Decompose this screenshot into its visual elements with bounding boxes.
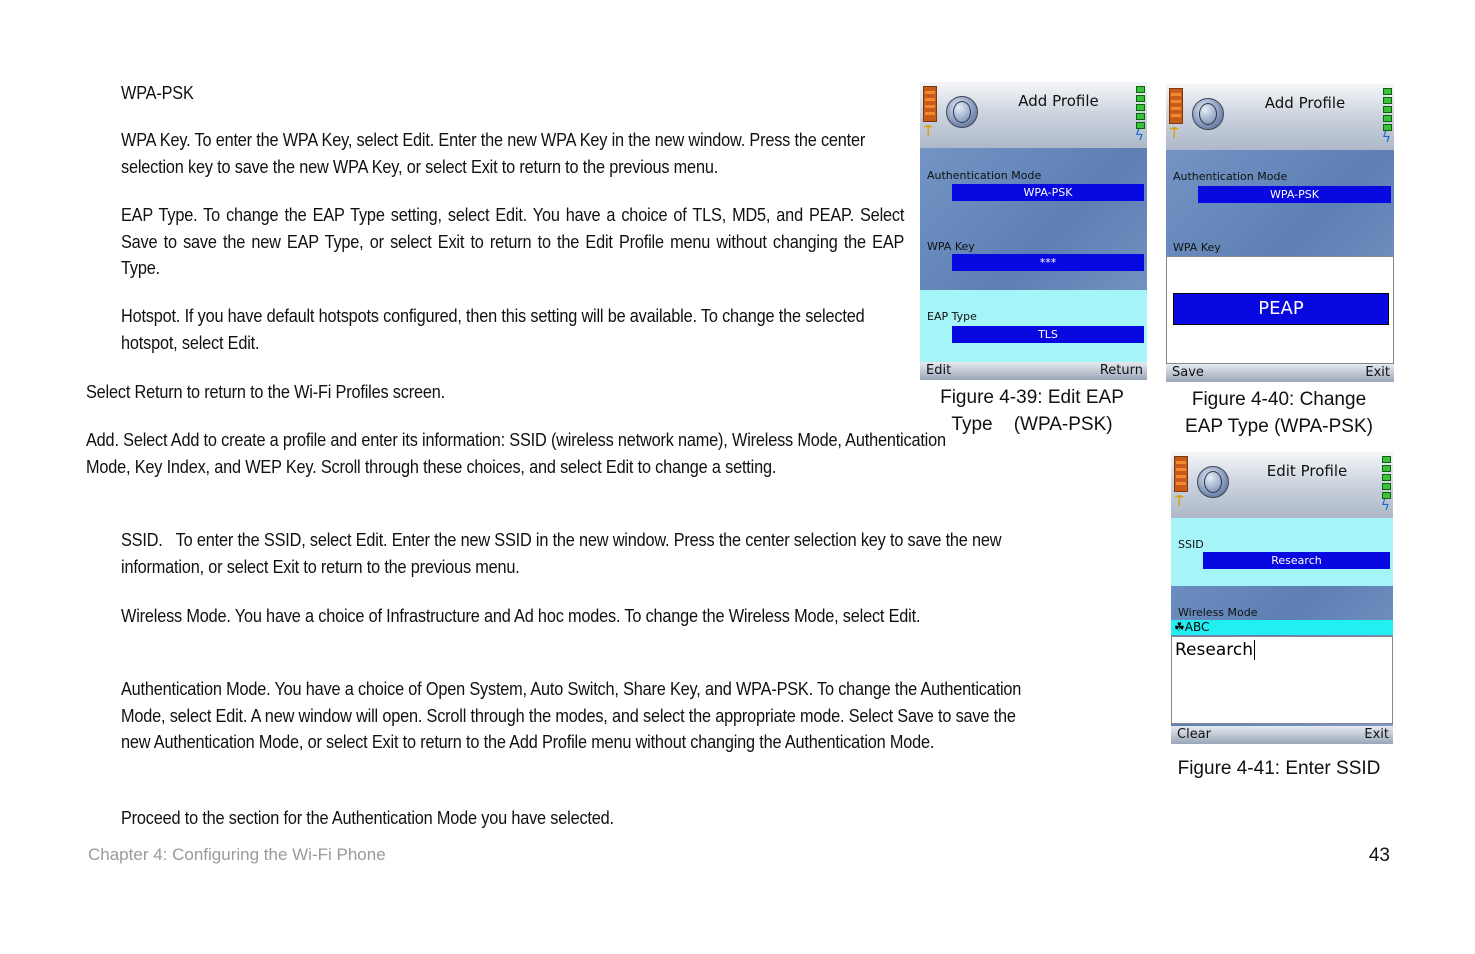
globe-icon xyxy=(1197,466,1229,498)
peap-option[interactable]: PEAP xyxy=(1173,293,1389,325)
figure-4-39-caption xyxy=(920,384,1144,438)
proceed-paragraph: Proceed to the section for the Authentication Mode you have selected. xyxy=(121,807,614,828)
caption-line-1: Figure 4-40: Change xyxy=(1191,389,1367,410)
select-return-paragraph: Select Return to return to the Wi-Fi Profiles screen. xyxy=(86,381,445,402)
chapter-footer: Chapter 4: Configuring the Wi-Fi Phone xyxy=(88,845,386,864)
antenna-icon: ⍑ xyxy=(1170,126,1179,142)
eap-type-paragraph: EAP Type. To change the EAP Type setting, select Edit. You have a choice of TLS, MD5, and PEAP. Select Save to save the new EAP Type, or select Exit to return to the Edit Profile menu without changing the EAP Type. xyxy=(121,204,905,278)
antenna-icon: ⍑ xyxy=(1175,494,1184,510)
save-softkey[interactable]: Save xyxy=(1172,365,1204,380)
wireless-mode-label: Wireless Mode xyxy=(1178,606,1258,619)
ssid-paragraph: SSID. To enter the SSID, select Edit. Enter the new SSID in the new window. Press the center selection key to save the new information, or select Exit to return to the previous menu. xyxy=(121,529,1002,577)
caption-line-1: Figure 4-39: Edit EAP xyxy=(940,387,1124,408)
return-softkey[interactable]: Return xyxy=(1099,363,1143,378)
auth-mode-label: Authentication Mode xyxy=(927,169,1042,182)
eap-options-list[interactable] xyxy=(1166,256,1394,364)
wpa-key-value[interactable]: *** xyxy=(952,254,1144,271)
antenna-icon: ⍑ xyxy=(924,124,933,140)
battery-icon xyxy=(923,86,937,122)
battery-icon xyxy=(1174,456,1188,492)
ssid-entry-box[interactable] xyxy=(1171,636,1393,724)
phone-header xyxy=(1166,84,1394,150)
add-paragraph: Add. Select Add to create a profile and enter its information: SSID (wireless network name), Wireless Mode, Authentication Mode, Key Index, and WEP Key. Scroll through these choices, and select Edit to change a setting. xyxy=(86,429,946,477)
clear-softkey[interactable]: Clear xyxy=(1177,727,1211,742)
ssid-label: SSID xyxy=(1178,538,1204,551)
page-number: 43 xyxy=(1368,845,1390,866)
screen-title: Add Profile xyxy=(1264,94,1346,112)
exit-softkey[interactable]: Exit xyxy=(1364,727,1389,742)
edit-softkey[interactable]: Edit xyxy=(926,363,952,378)
figure-4-39-screen xyxy=(920,82,1147,380)
auth-mode-value[interactable]: WPA-PSK xyxy=(952,184,1144,201)
phone-body xyxy=(920,148,1147,362)
eap-type-value[interactable]: TLS xyxy=(952,326,1144,343)
auth-mode-value[interactable]: WPA-PSK xyxy=(1198,186,1391,203)
charging-icon: ϟ xyxy=(1381,130,1391,146)
wpa-psk-heading: WPA-PSK xyxy=(121,82,194,103)
screen-title: Add Profile xyxy=(1018,92,1099,110)
softkey-bar xyxy=(1171,726,1393,744)
softkey-bar xyxy=(1166,364,1394,382)
figure-4-41-screen xyxy=(1171,452,1393,744)
eap-type-label: EAP Type xyxy=(927,310,977,323)
figure-4-40-screen xyxy=(1166,84,1394,382)
wpa-key-paragraph: WPA Key. To enter the WPA Key, select Edit. Enter the new WPA Key in the new window. Press the center selection key to save the new WPA Key, or select Exit to return to the previous menu. xyxy=(121,129,866,177)
figure-4-41-caption: Figure 4-41: Enter SSID xyxy=(1177,758,1381,779)
figure-4-40-caption xyxy=(1166,386,1392,440)
eap-type-row[interactable] xyxy=(920,290,1147,362)
globe-icon xyxy=(1192,98,1224,130)
globe-icon xyxy=(946,96,978,128)
wpa-key-label: WPA Key xyxy=(927,240,975,253)
authentication-mode-paragraph: Authentication Mode. You have a choice of Open System, Auto Switch, Share Key, and WPA-PSK. To change the Authentication Mode, select Edit. A new window will open. Scroll through the modes, and select the appropriate mode. Select Save to save the new Authentication Mode, or select Exit to return to the Add Profile menu without changing the Authentication Mode. xyxy=(121,678,1022,752)
phone-body xyxy=(1166,150,1394,364)
phone-header xyxy=(920,82,1147,148)
charging-icon: ϟ xyxy=(1134,128,1144,144)
signal-icon xyxy=(1382,456,1391,496)
caption-line-2: Type (WPA-PSK) xyxy=(951,414,1113,435)
ssid-row[interactable] xyxy=(1171,518,1393,586)
signal-icon xyxy=(1383,88,1392,128)
ssid-value[interactable]: Research xyxy=(1203,552,1390,569)
battery-icon xyxy=(1169,88,1183,124)
hotspot-paragraph: Hotspot. If you have default hotspots configured, then this setting will be available. To change the selected hotspot, select Edit. xyxy=(121,305,865,353)
phone-body xyxy=(1171,518,1393,726)
charging-icon: ϟ xyxy=(1380,498,1390,514)
ssid-entry-text[interactable]: Research xyxy=(1175,640,1253,660)
wpa-key-label: WPA Key xyxy=(1173,241,1221,254)
softkey-bar xyxy=(920,362,1147,380)
exit-softkey[interactable]: Exit xyxy=(1365,365,1390,380)
caption-line-2: EAP Type (WPA-PSK) xyxy=(1185,416,1373,437)
phone-header xyxy=(1171,452,1393,518)
auth-mode-label: Authentication Mode xyxy=(1173,170,1288,183)
signal-icon xyxy=(1136,86,1145,126)
screen-title: Edit Profile xyxy=(1266,462,1348,480)
input-mode-indicator: ☘ABC xyxy=(1171,620,1393,635)
wireless-mode-paragraph: Wireless Mode. You have a choice of Infrastructure and Ad hoc modes. To change the Wireless Mode, select Edit. xyxy=(121,605,921,626)
